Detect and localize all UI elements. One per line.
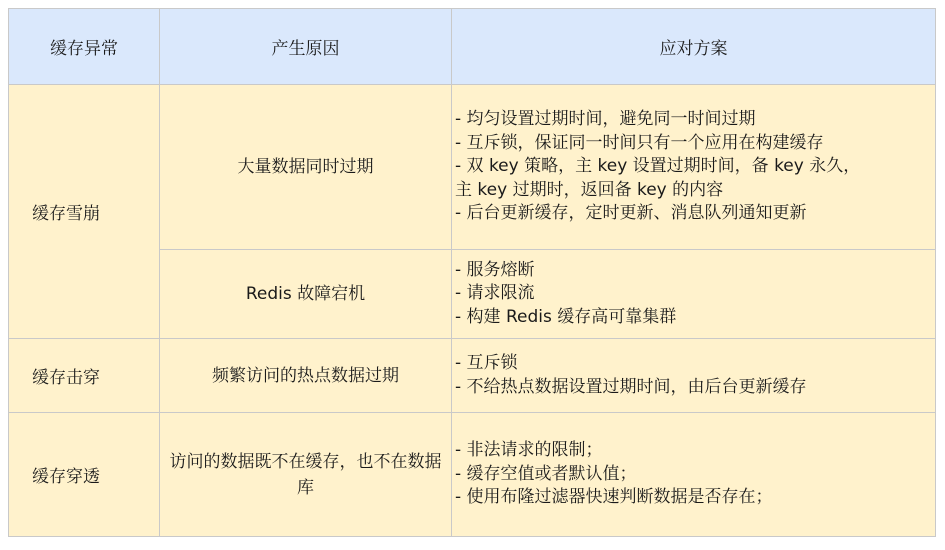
plan-line: - 均匀设置过期时间，避免同一时间过期 bbox=[455, 109, 756, 130]
plan-line: - 非法请求的限制； bbox=[455, 440, 603, 461]
plan-line: - 服务熔断 bbox=[455, 259, 535, 280]
header-issue: 缓存异常 bbox=[9, 9, 160, 85]
plan-line: - 使用布隆过滤器快速判断数据是否存在； bbox=[455, 487, 773, 508]
table-header-row bbox=[9, 9, 936, 85]
plan-cell-hot-key-expire bbox=[452, 339, 936, 413]
cache-issues-table-wrapper bbox=[8, 8, 936, 537]
plan-line: - 请求限流 bbox=[455, 283, 535, 304]
cause-cell-redis-down: Redis 故障宕机 bbox=[160, 250, 452, 339]
plan-cell-redis-down bbox=[452, 250, 936, 339]
issue-cell-avalanche: 缓存雪崩 bbox=[9, 85, 160, 339]
cause-cell-hot-key-expire: 频繁访问的热点数据过期 bbox=[160, 339, 452, 413]
plan-line: - 互斥锁 bbox=[455, 353, 518, 373]
cause-cell-mass-expire: 大量数据同时过期 bbox=[160, 85, 452, 250]
plan-line: 主 key 过期时，返回备 key 的内容 bbox=[455, 179, 724, 200]
plan-line: - 不给热点数据设置过期时间，由后台更新缓存 bbox=[455, 376, 807, 397]
plan-line: - 互斥锁，保证同一时间只有一个应用在构建缓存 bbox=[455, 132, 824, 153]
plan-line: - 构建 Redis 缓存高可靠集群 bbox=[455, 306, 677, 327]
issue-cell-penetration: 缓存穿透 bbox=[9, 413, 160, 537]
header-plan: 应对方案 bbox=[452, 9, 936, 85]
plan-line: - 缓存空值或者默认值； bbox=[455, 463, 637, 484]
plan-cell-missing-data bbox=[452, 413, 936, 537]
table-row bbox=[9, 85, 936, 250]
issue-cell-breakdown: 缓存击穿 bbox=[9, 339, 160, 413]
cache-issues-table bbox=[8, 8, 936, 537]
cause-cell-missing-data: 访问的数据既不在缓存，也不在数据库 bbox=[160, 413, 452, 537]
plan-cell-mass-expire bbox=[452, 85, 936, 250]
table-row bbox=[9, 339, 936, 413]
table-row bbox=[9, 413, 936, 537]
plan-line: - 后台更新缓存，定时更新、消息队列通知更新 bbox=[455, 203, 807, 224]
header-cause: 产生原因 bbox=[160, 9, 452, 85]
plan-line: - 双 key 策略，主 key 设置过期时间，备 key 永久， bbox=[455, 156, 861, 177]
